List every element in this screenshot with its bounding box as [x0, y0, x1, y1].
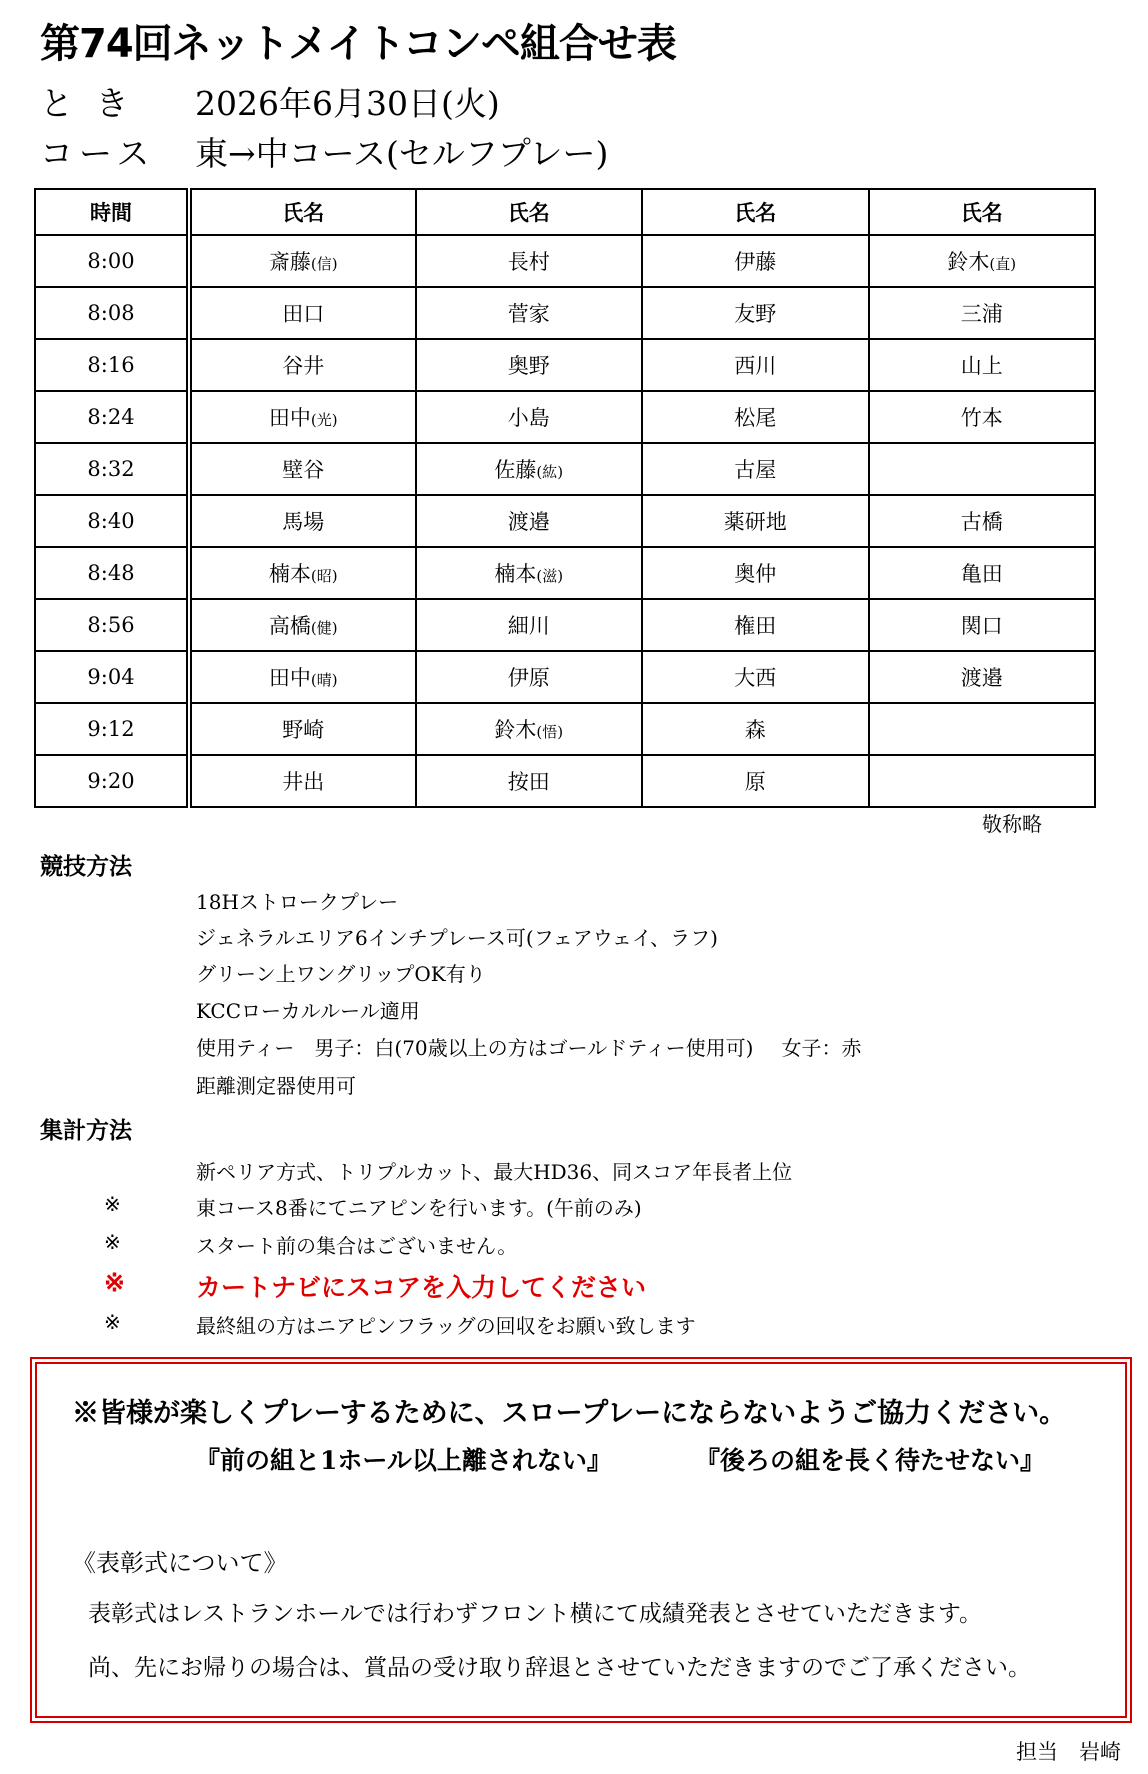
player-name: 田中 [268, 666, 311, 690]
tee-time: 8:16 [35, 339, 189, 391]
player-name: 権田 [734, 614, 777, 638]
slow-play-headline: ※皆様が楽しくプレーするために、スロープレーにならないようご協力ください。 [72, 1398, 1067, 1429]
player-name: 奥野 [507, 354, 550, 378]
ceremony-text: 表彰式はレストランホールでは行わずフロント横にて成績発表とさせていただきます。 [88, 1601, 983, 1627]
course-label: コース [40, 134, 156, 173]
table-row [35, 287, 1095, 339]
slow-play-rule: 『前の組と1ホール以上離されない』 [195, 1446, 612, 1475]
slow-play-rule: 『後ろの組を長く待たせない』 [695, 1446, 1046, 1475]
player-cell [416, 287, 643, 339]
player-name: 野崎 [282, 718, 325, 742]
player-cell [189, 391, 416, 443]
note-mark: ※ [104, 1268, 125, 1297]
tee-time: 8:56 [35, 599, 189, 651]
rule-item: ジェネラルエリア6インチプレース可(フェアウェイ、ラフ) [196, 926, 718, 950]
player-cell [869, 547, 1096, 599]
player-name: 小島 [507, 406, 550, 430]
player-cell [869, 339, 1096, 391]
player-name: 山上 [960, 354, 1003, 378]
scoring-method: 新ペリア方式、トリプルカット、最大HD36、同スコア年長者上位 [196, 1160, 793, 1184]
player-cell [189, 599, 416, 651]
rule-item: 18Hストロークプレー [196, 890, 399, 914]
player-cell [416, 755, 643, 807]
player-cell [869, 287, 1096, 339]
table-row [35, 547, 1095, 599]
player-cell [416, 443, 643, 495]
player-initial: (光) [310, 411, 338, 429]
player-name: 友野 [734, 302, 777, 326]
player-name: 竹本 [960, 406, 1003, 430]
player-name: 谷井 [282, 354, 325, 378]
player-cell [189, 495, 416, 547]
player-name: 菅家 [507, 302, 550, 326]
player-initial: (悟) [536, 723, 564, 741]
player-name: 佐藤 [494, 458, 537, 482]
player-cell [189, 339, 416, 391]
player-name: 伊藤 [734, 250, 777, 274]
header-name: 氏名 [416, 189, 643, 235]
player-name: 古屋 [734, 458, 777, 482]
tee-time: 8:32 [35, 443, 189, 495]
player-name: 楠本 [494, 562, 537, 586]
note-item: 最終組の方はニアピンフラッグの回収をお願い致します [196, 1314, 696, 1338]
player-cell [869, 443, 1096, 495]
table-row [35, 391, 1095, 443]
player-name: 大西 [734, 666, 777, 690]
player-cell [189, 287, 416, 339]
player-name: 馬場 [282, 510, 325, 534]
page-title: 第74回ネットメイトコンペ組合せ表 [40, 21, 676, 67]
player-name: 田口 [282, 302, 325, 326]
header-name: 氏名 [869, 189, 1096, 235]
table-row [35, 599, 1095, 651]
header-name: 氏名 [189, 189, 416, 235]
player-cell [416, 547, 643, 599]
player-name: 鈴木 [494, 718, 537, 742]
tee-time: 8:24 [35, 391, 189, 443]
player-name: 細川 [507, 614, 550, 638]
player-cell [189, 443, 416, 495]
player-name: 井出 [282, 770, 325, 794]
table-row [35, 495, 1095, 547]
date-row [40, 78, 500, 125]
rule-item: KCCローカルルール適用 [196, 999, 420, 1023]
player-cell [642, 339, 869, 391]
tee-time: 8:40 [35, 495, 189, 547]
player-name: 松尾 [734, 406, 777, 430]
table-row [35, 339, 1095, 391]
tee-time: 8:08 [35, 287, 189, 339]
rule-item-tee [196, 1032, 861, 1061]
player-cell [642, 495, 869, 547]
tee-time: 8:00 [35, 235, 189, 287]
player-name: 薬研地 [723, 510, 787, 534]
note-item-important: カートナビにスコアを入力してください [196, 1273, 647, 1302]
player-cell [642, 391, 869, 443]
player-cell [869, 235, 1096, 287]
rule-item: グリーン上ワングリップOK有り [196, 962, 486, 986]
player-cell [642, 755, 869, 807]
ceremony-heading: 《表彰式について》 [72, 1549, 288, 1577]
player-name: 原 [744, 770, 766, 794]
player-cell [189, 235, 416, 287]
tee-time: 9:20 [35, 755, 189, 807]
ceremony-text: 尚、先にお帰りの場合は、賞品の受け取り辞退とさせていただきますのでご了承ください。 [88, 1655, 1031, 1681]
player-cell [642, 443, 869, 495]
player-name: 三浦 [960, 302, 1003, 326]
player-cell [189, 703, 416, 755]
player-cell [642, 287, 869, 339]
player-name: 亀田 [960, 562, 1003, 586]
player-initial: (直) [989, 255, 1017, 273]
date-label: と き [40, 84, 135, 123]
tee-time: 9:12 [35, 703, 189, 755]
tee-time: 9:04 [35, 651, 189, 703]
scoring-heading: 集計方法 [40, 1118, 132, 1144]
player-initial: (滋) [536, 567, 564, 585]
table-row [35, 651, 1095, 703]
player-cell [416, 599, 643, 651]
player-cell [416, 391, 643, 443]
player-cell [416, 703, 643, 755]
course-value: 東→中コース(セルフプレー) [195, 134, 609, 173]
table-row [35, 235, 1095, 287]
player-cell [869, 391, 1096, 443]
player-cell [189, 651, 416, 703]
player-name: 関口 [960, 614, 1003, 638]
player-name: 伊原 [507, 666, 550, 690]
tee-time: 8:48 [35, 547, 189, 599]
player-cell [416, 235, 643, 287]
honorific-note: 敬称略 [982, 812, 1042, 836]
player-cell [642, 235, 869, 287]
player-name: 田中 [268, 406, 311, 430]
note-mark: ※ [104, 1230, 121, 1254]
player-cell [869, 495, 1096, 547]
pairing-table [34, 188, 1096, 808]
player-name: 古橋 [960, 510, 1003, 534]
tee-women: 女子：赤 [781, 1036, 862, 1060]
player-name: 壁谷 [282, 458, 325, 482]
rule-item: 距離測定器使用可 [196, 1074, 356, 1098]
player-name: 斎藤 [268, 250, 311, 274]
player-cell [642, 547, 869, 599]
player-cell [869, 651, 1096, 703]
player-name: 長村 [507, 250, 550, 274]
notice-box [30, 1357, 1132, 1723]
player-initial: (信) [310, 255, 338, 273]
player-cell [416, 339, 643, 391]
player-initial: (晴) [310, 671, 338, 689]
player-name: 渡邉 [960, 666, 1003, 690]
player-cell [416, 495, 643, 547]
note-mark: ※ [104, 1192, 121, 1216]
competition-heading: 競技方法 [40, 854, 132, 880]
player-cell [189, 755, 416, 807]
player-cell [869, 599, 1096, 651]
player-initial: (紘) [536, 463, 564, 481]
player-name: 西川 [734, 354, 777, 378]
player-cell [416, 651, 643, 703]
player-cell [642, 651, 869, 703]
player-cell [642, 703, 869, 755]
player-name: 奥仲 [734, 562, 777, 586]
player-cell [642, 599, 869, 651]
note-mark: ※ [104, 1310, 121, 1334]
player-name: 鈴木 [947, 250, 990, 274]
player-cell [869, 755, 1096, 807]
player-name: 高橋 [268, 614, 311, 638]
header-time: 時間 [35, 189, 189, 235]
table-row [35, 703, 1095, 755]
header-name: 氏名 [642, 189, 869, 235]
player-name: 渡邉 [507, 510, 550, 534]
table-header-row [35, 189, 1095, 235]
player-cell [869, 703, 1096, 755]
note-item: 東コース8番にてニアピンを行います。(午前のみ) [196, 1196, 642, 1220]
player-name: 楠本 [268, 562, 311, 586]
table-row [35, 443, 1095, 495]
player-initial: (昭) [310, 567, 338, 585]
course-row [40, 128, 608, 175]
staff-in-charge: 担当 岩崎 [1016, 1740, 1121, 1764]
table-row [35, 755, 1095, 807]
tee-men: 使用ティー 男子：白(70歳以上の方はゴールドティー使用可) [196, 1036, 754, 1060]
note-item: スタート前の集合はございません。 [196, 1234, 518, 1258]
player-name: 按田 [507, 770, 550, 794]
player-initial: (健) [310, 619, 338, 637]
date-value: 2026年6月30日(火) [195, 84, 500, 123]
player-name: 森 [744, 718, 766, 742]
player-cell [189, 547, 416, 599]
